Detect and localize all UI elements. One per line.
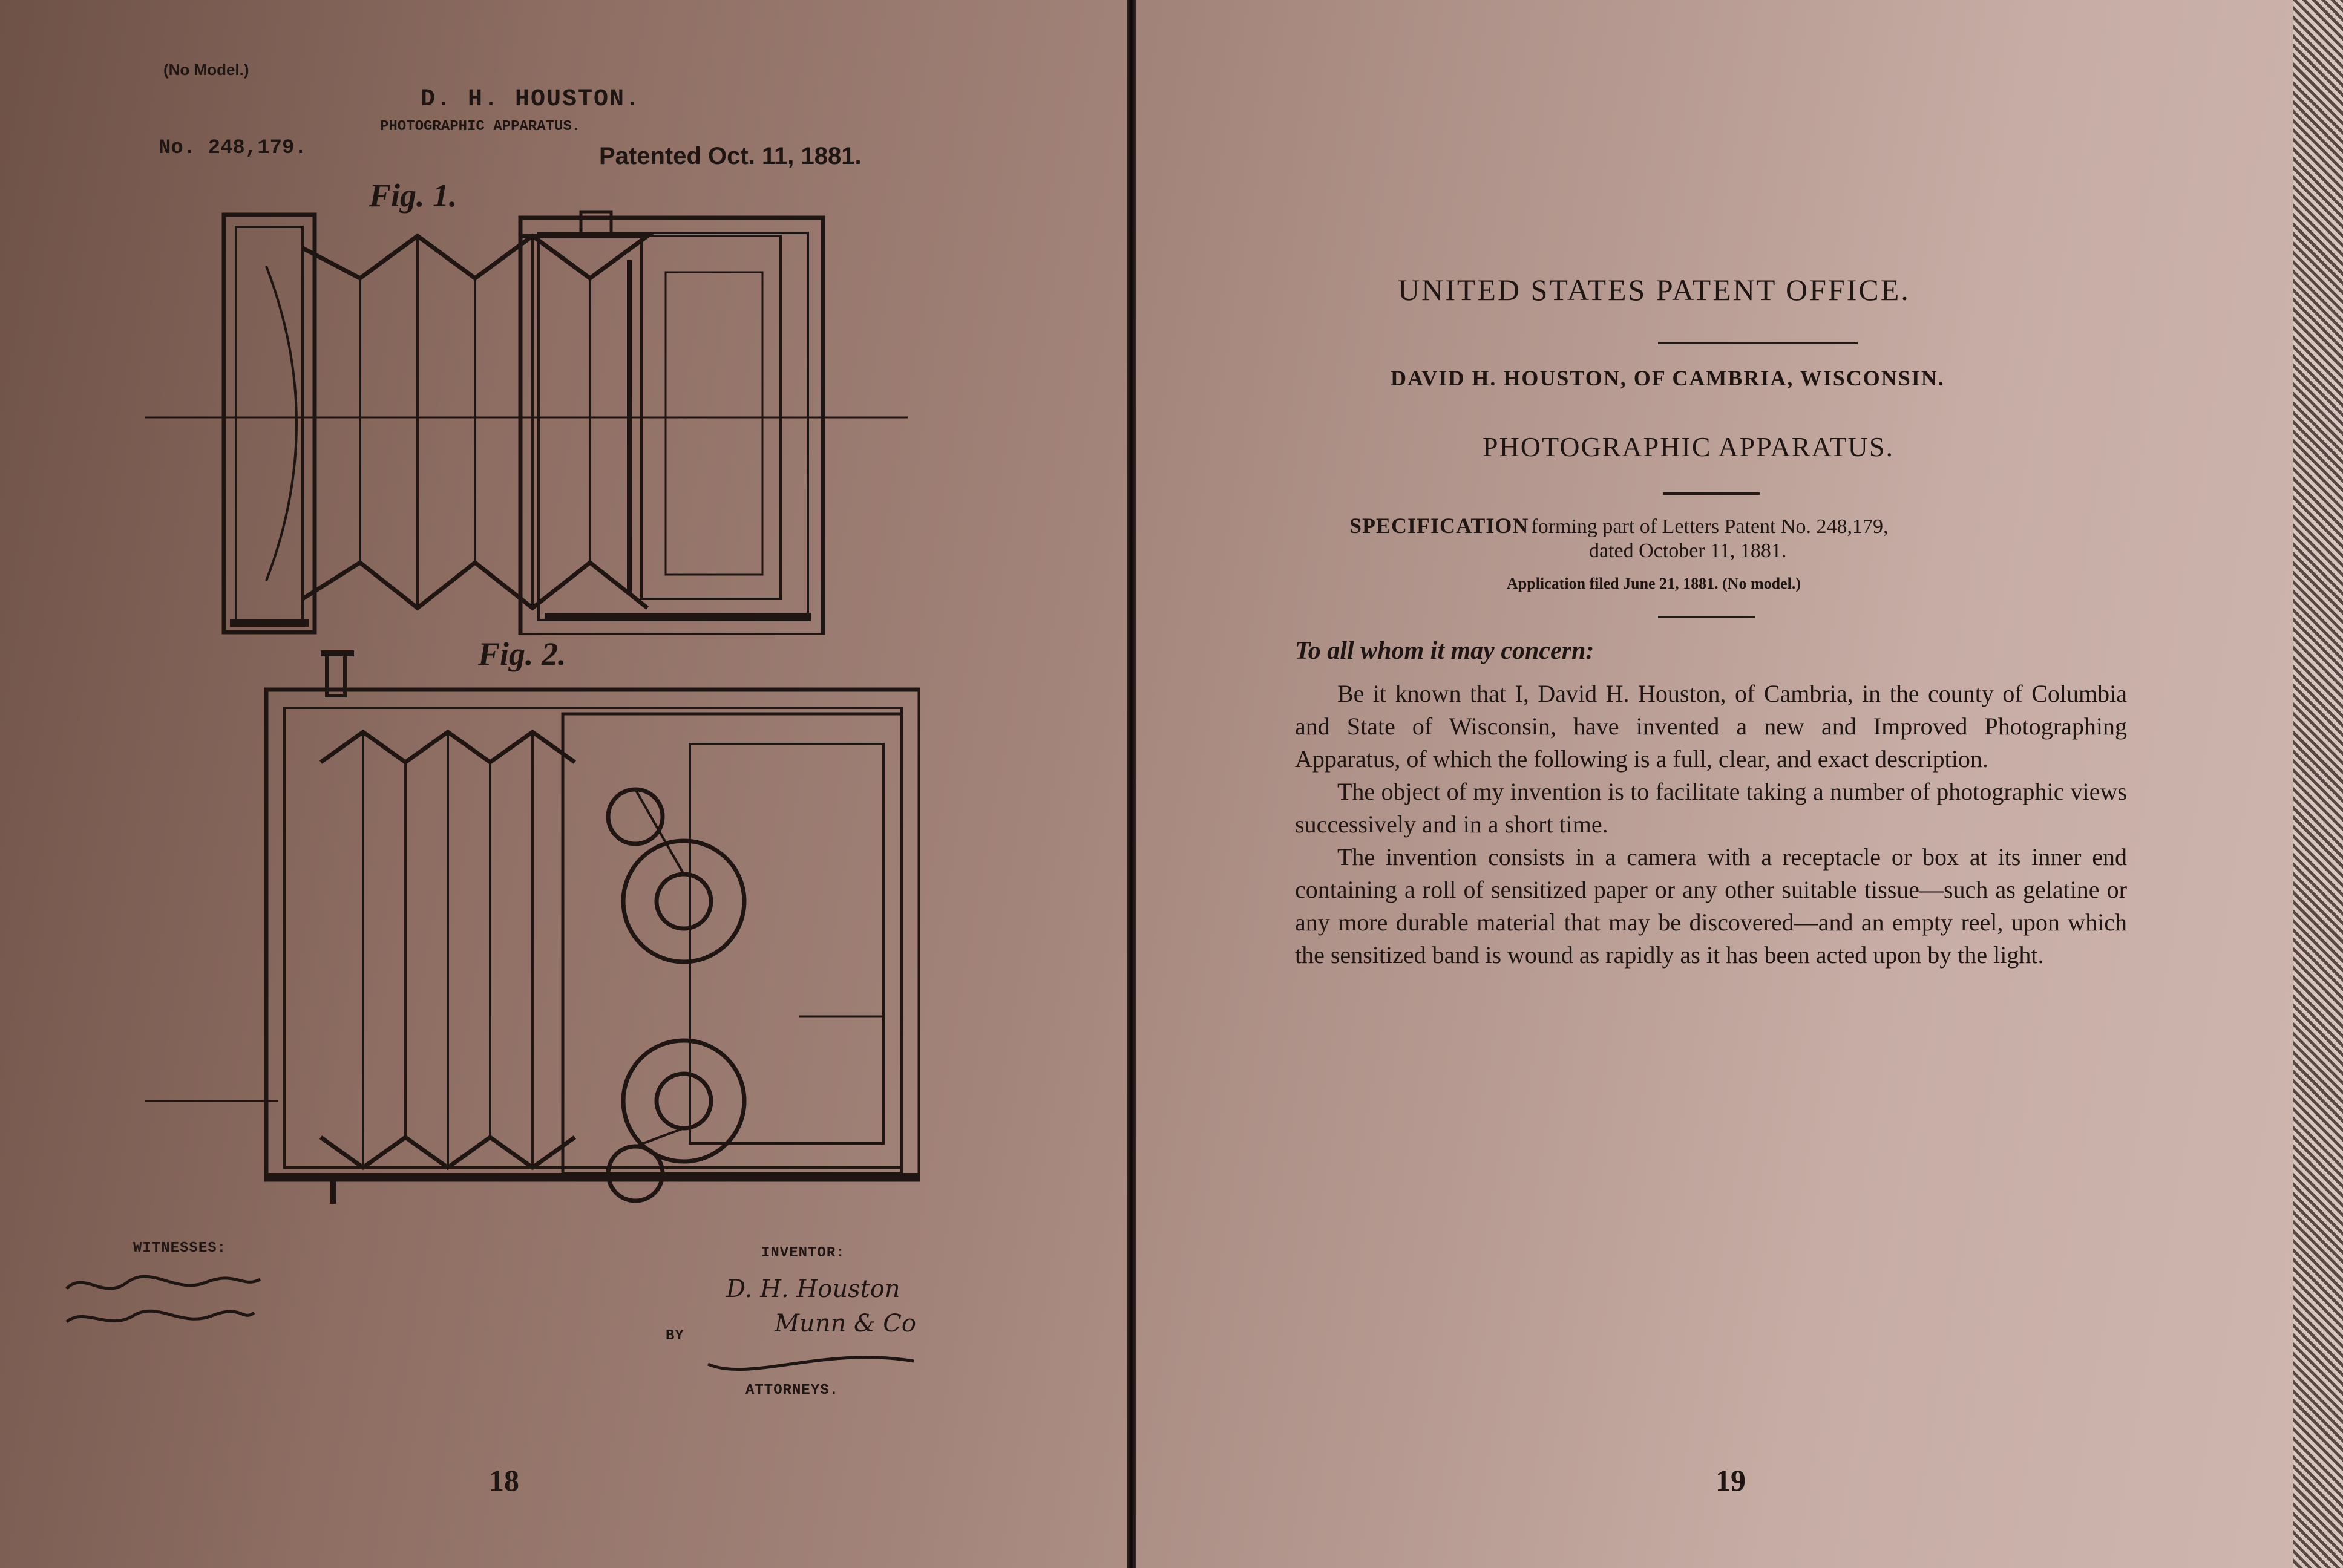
no-model-note: (No Model.) <box>163 60 249 79</box>
left-page <box>0 0 1127 1568</box>
witness-signatures <box>61 1264 266 1337</box>
specification-line <box>1349 513 1889 538</box>
fig2-label: Fig. 2. <box>478 636 566 672</box>
drawing-subject: PHOTOGRAPHIC APPARATUS. <box>380 119 581 135</box>
patent-title: PHOTOGRAPHIC APPARATUS. <box>1483 431 1894 462</box>
attorney-signature: Munn & Co <box>775 1310 916 1338</box>
salutation: To all whom it may concern: <box>1295 637 1594 665</box>
inventor-signature: D. H. Houston <box>726 1275 900 1303</box>
inventor-line: DAVID H. HOUSTON, OF CAMBRIA, WISCONSIN. <box>1391 366 1945 390</box>
drawing-patent-date: Patented Oct. 11, 1881. <box>599 143 862 169</box>
spec-line-rest: forming part of Letters Patent No. 248,179, <box>1531 515 1889 538</box>
right-page-number: 19 <box>1715 1463 1746 1497</box>
paragraph-2: The object of my invention is to facilitate taking a number of photographic views successively and in a short time. <box>1295 778 2127 838</box>
attorney-flourish <box>702 1340 920 1382</box>
inventor-label: INVENTOR: <box>761 1245 845 1261</box>
left-page-number: 18 <box>489 1463 519 1497</box>
witnesses-label: WITNESSES: <box>133 1240 227 1256</box>
paragraph-3: The invention consists in a camera with a receptacle or box at its inner end containing a roll of sensitized paper or any other suitable tissue—such as gelatine or any more durable material that may be discovered—and an empty reel, upon which the sensitized band is wound as rapidly as it has been acted upon by the light. <box>1295 843 2127 969</box>
by-label: BY <box>666 1328 684 1344</box>
drawing-inventor-name: D. H. HOUSTON. <box>421 86 641 113</box>
figure-1-drawing <box>145 200 908 635</box>
heading-rule <box>1658 342 1858 344</box>
spec-date-line: dated October 11, 1881. <box>1589 540 1787 562</box>
office-heading: UNITED STATES PATENT OFFICE. <box>1398 273 1910 307</box>
attorneys-label: ATTORNEYS. <box>746 1382 839 1399</box>
paragraph-1: Be it known that I, David H. Houston, of Cambria, in the county of Columbia and State of Wisconsin, have invented a new and Improved Photographing Apparatus, of which the following is a full, clear, and exact description. <box>1295 680 2127 773</box>
figure-2-drawing <box>145 641 920 1216</box>
title-rule <box>1663 492 1760 495</box>
drawing-patent-number: No. 248,179. <box>159 137 307 160</box>
application-line: Application filed June 21, 1881. (No model.) <box>1507 575 1801 592</box>
book-gutter <box>1127 0 1136 1568</box>
lace-cloth-edge <box>2293 0 2343 1568</box>
application-rule <box>1658 616 1755 618</box>
spec-label: SPECIFICATION <box>1349 514 1529 538</box>
fig1-label: Fig. 1. <box>369 177 457 214</box>
specification-body <box>1295 678 2127 972</box>
